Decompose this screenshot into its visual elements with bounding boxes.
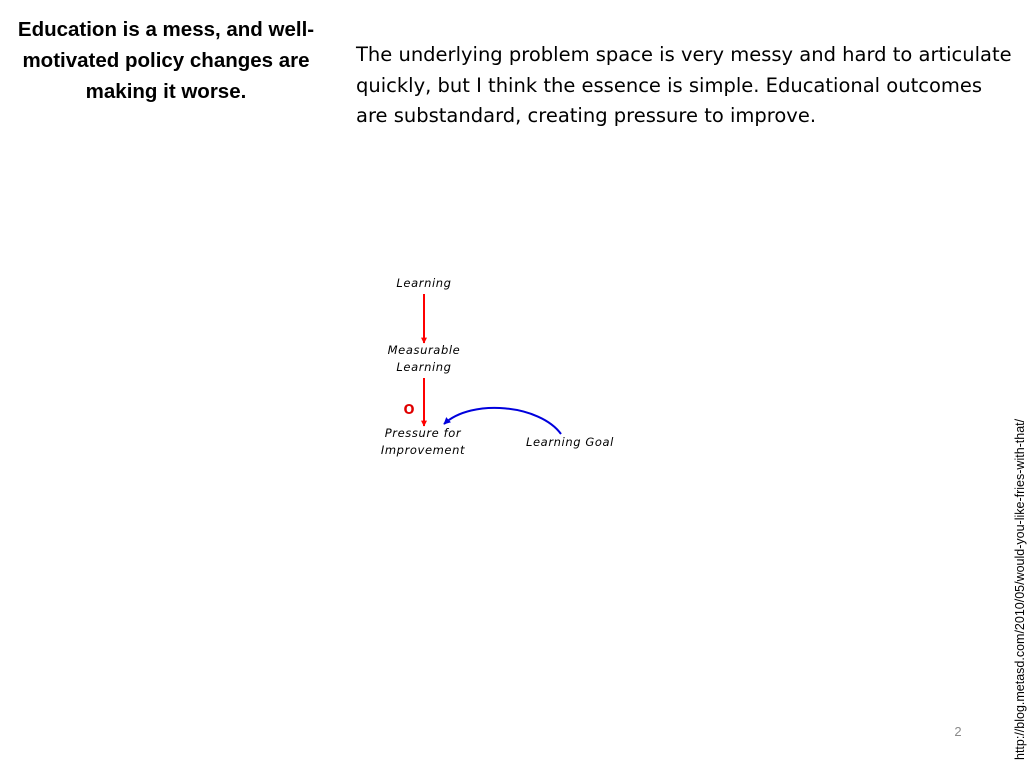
node-learning-goal: Learning Goal [526,435,614,449]
node-learning: Learning [396,276,452,290]
source-link[interactable]: http://blog.metasd.com/2010/05/would-you-like-fries-with-that/ [1013,418,1027,760]
node-measurable-learning-line1: Measurable [387,343,461,357]
node-pressure-for-improvement [381,426,465,457]
link-goal-to-pressure-arrow [444,408,561,434]
slide-body-text: The underlying problem space is very messy and hard to articulate quickly, but I think the essence is simple. Educational outcomes are substandard, creating pressure to improve. [356,43,1012,127]
page-number: 2 [954,724,962,739]
node-pressure-line2: Improvement [380,443,466,457]
node-measurable-learning-line2: Learning [396,360,452,374]
node-measurable-learning [388,343,461,374]
slide-title: Education is a mess, and well-motivated policy changes are making it worse. [17,18,315,103]
node-pressure-line1: Pressure for [384,426,462,440]
polarity-marker: O [403,403,415,418]
